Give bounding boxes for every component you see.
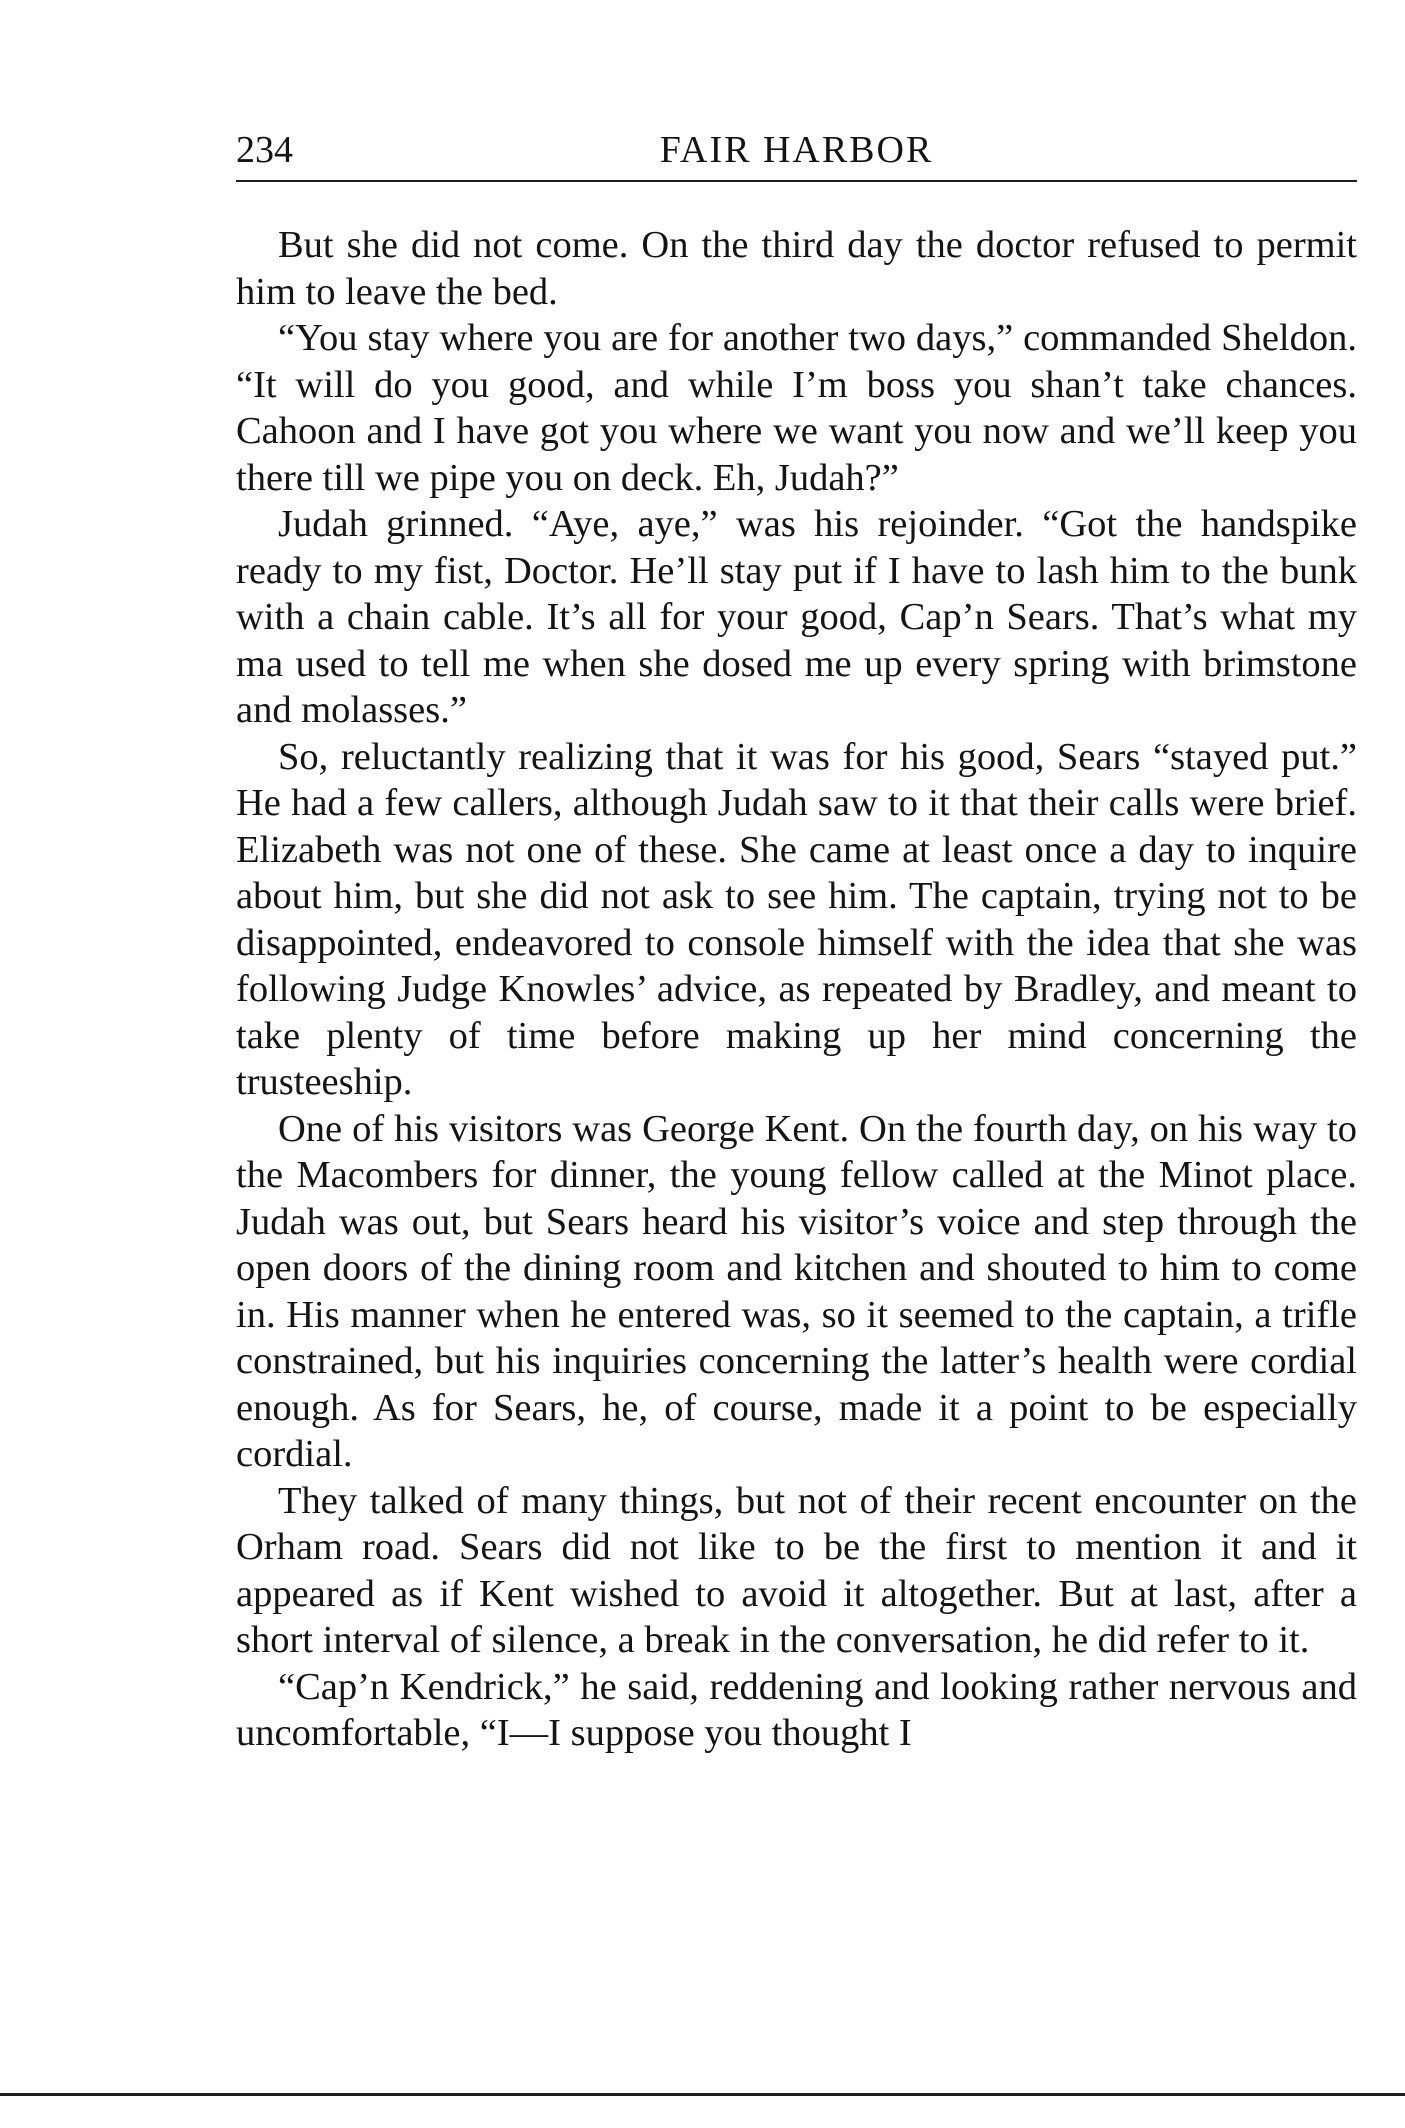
- page-number: 234: [236, 129, 293, 171]
- paragraph: So, reluctantly realizing that it was for his good, Sears “stayed put.” He had a few callers, although Judah saw to it that their calls were brief. Elizabeth was not one of these. She came at least once a day to inquire about him, but she did not ask to see him. The captain, trying not to be disappointed, endeavored to console himself with the idea that she was following Judge Knowles’ advice, as repeated by Bradley, and meant to take plenty of time before making up her mind concerning the trusteeship.: [236, 735, 1357, 1103]
- footer-rule: [0, 2093, 1405, 2096]
- paragraph: Judah grinned. “Aye, aye,” was his rejoinder. “Got the handspike ready to my fist, Doctor. He’ll stay put if I have to lash him to the bunk with a chain cable. It’s all for your good, Cap’n Sears. That’s what my ma used to tell me when she dosed me up every spring with brimstone and molasses.”: [236, 503, 1357, 731]
- paragraph: “Cap’n Kendrick,” he said, reddening and looking rather nervous and uncomfortable, “I—I suppose you thought I: [236, 1665, 1357, 1754]
- paragraph: “You stay where you are for another two days,” commanded Sheldon. “It will do you good, and while I’m boss you shan’t take chances. Cahoon and I have got you where we want you now and we’ll keep you there till we pipe you on deck. Eh, Judah?”: [236, 317, 1357, 499]
- paragraph: But she did not come. On the third day the doctor refused to permit him to leave the bed.: [236, 224, 1357, 313]
- header-rule: [236, 180, 1357, 182]
- running-title: FAIR HARBOR: [659, 129, 934, 171]
- paragraph: One of his visitors was George Kent. On the fourth day, on his way to the Macombers for dinner, the young fellow called at the Minot place. Judah was out, but Sears heard his visitor’s voice and step through the open doors of the dining room and kitchen and shouted to him to come in. His manner when he entered was, so it seemed to the captain, a trifle constrained, but his inquiries concerning the latter’s health were cordial enough. As for Sears, he, of course, made it a point to be especially cordial.: [236, 1107, 1357, 1475]
- body-text: [236, 222, 1357, 1757]
- page-header: [236, 122, 1357, 178]
- paragraph: They talked of many things, but not of their recent encounter on the Orham road. Sears did not like to be the first to mention it and it appeared as if Kent wished to avoid it altogether. But at last, after a short interval of silence, a break in the conversation, he did refer to it.: [236, 1479, 1357, 1661]
